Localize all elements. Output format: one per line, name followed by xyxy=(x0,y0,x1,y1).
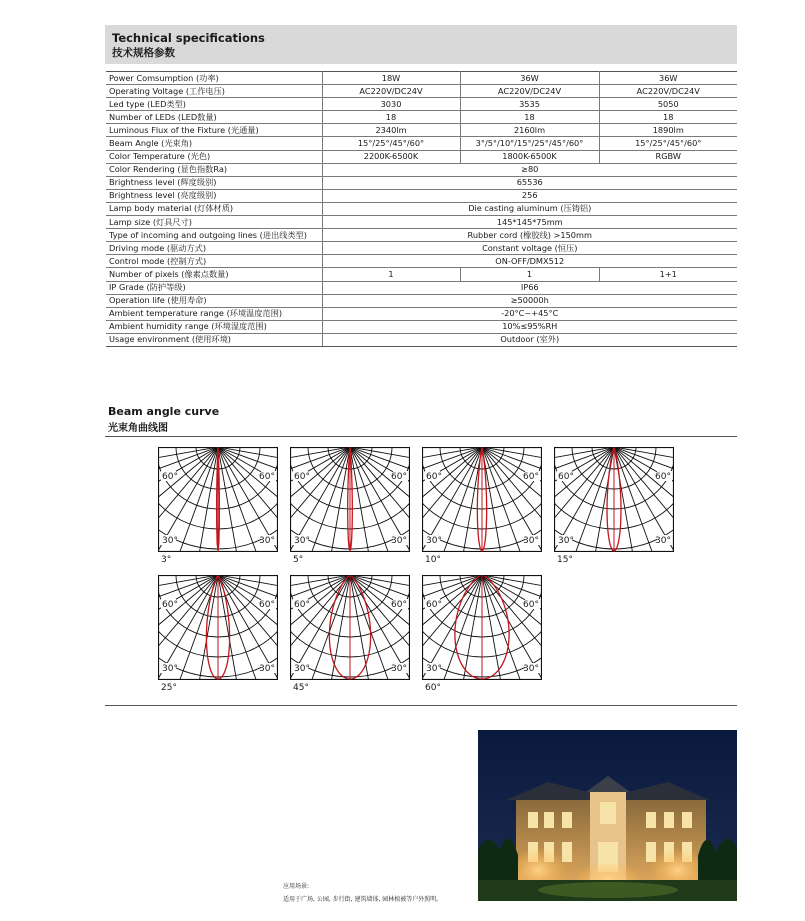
angle-label: 60° xyxy=(655,472,671,482)
spec-value: 1 xyxy=(322,268,460,281)
table-row xyxy=(106,333,737,346)
spec-value: 36W xyxy=(599,72,737,85)
spec-value: 145*145*75mm xyxy=(322,216,737,229)
spec-label: Lamp body material (灯体材质) xyxy=(106,202,322,215)
beam-angle-caption: 5° xyxy=(293,555,304,565)
beam-angle-caption: 60° xyxy=(425,683,441,693)
spec-label: Operation life (使用寿命) xyxy=(106,294,322,307)
section-divider xyxy=(105,436,737,437)
spec-value: ≥50000h xyxy=(322,294,737,307)
spec-value: 2200K-6500K xyxy=(322,150,460,163)
table-row xyxy=(106,307,737,320)
table-row xyxy=(106,216,737,229)
spec-label: Operating Voltage (工作电压) xyxy=(106,85,322,98)
beam-curve-chart xyxy=(554,447,674,565)
application-caption-line2: 适用于广场, 公园, 步行街, 建筑墙体, 园林植被等户外照明。 xyxy=(283,896,443,903)
spec-label: Lamp size (灯具尺寸) xyxy=(106,216,322,229)
polar-grid xyxy=(158,575,278,680)
angle-label: 30° xyxy=(294,664,310,674)
angle-label: 60° xyxy=(259,600,275,610)
spec-label: Ambient temperature range (环境温度范围) xyxy=(106,307,322,320)
polar-grid xyxy=(554,447,674,552)
spec-value: 1890lm xyxy=(599,124,737,137)
spec-value: 18 xyxy=(322,111,460,124)
spec-value: Rubber cord (橡胶线) >150mm xyxy=(322,229,737,242)
beam-angle-caption: 15° xyxy=(557,555,573,565)
spec-value: 1 xyxy=(460,268,599,281)
angle-label: 60° xyxy=(426,472,442,482)
table-row xyxy=(106,98,737,111)
spec-header-band xyxy=(105,25,737,64)
angle-label: 60° xyxy=(294,600,310,610)
angle-label: 60° xyxy=(294,472,310,482)
angle-label: 30° xyxy=(162,536,178,546)
spec-value: 3030 xyxy=(322,98,460,111)
table-row xyxy=(106,281,737,294)
angle-label: 30° xyxy=(523,536,539,546)
spec-value: 65536 xyxy=(322,176,737,189)
spec-value: 18W xyxy=(322,72,460,85)
spec-value: 1800K-6500K xyxy=(460,150,599,163)
angle-label: 30° xyxy=(391,536,407,546)
angle-label: 60° xyxy=(259,472,275,482)
table-row xyxy=(106,85,737,98)
angle-label: 60° xyxy=(523,472,539,482)
application-caption-line1: 应用场景: xyxy=(283,883,310,890)
table-row xyxy=(106,229,737,242)
spec-title-zh: 技术规格参数 xyxy=(112,47,175,59)
spec-label: Power Comsumption (功率) xyxy=(106,72,322,85)
spec-label: Number of LEDs (LED数量) xyxy=(106,111,322,124)
polar-grid xyxy=(422,575,542,680)
spec-value: Constant voltage (恒压) xyxy=(322,242,737,255)
spec-value: 5050 xyxy=(599,98,737,111)
angle-label: 30° xyxy=(523,664,539,674)
spec-value: 36W xyxy=(460,72,599,85)
beam-angle-caption: 45° xyxy=(293,683,309,693)
spec-value: -20°C~+45°C xyxy=(322,307,737,320)
angle-label: 30° xyxy=(294,536,310,546)
angle-label: 30° xyxy=(426,664,442,674)
angle-label: 60° xyxy=(391,472,407,482)
table-row xyxy=(106,72,737,85)
table-row xyxy=(106,137,737,150)
polar-grid xyxy=(290,447,410,552)
table-row xyxy=(106,176,737,189)
table-row xyxy=(106,124,737,137)
beam-curve-chart xyxy=(422,447,542,565)
spec-label: Driving mode (驱动方式) xyxy=(106,242,322,255)
spec-table xyxy=(106,71,737,347)
spec-label: Control mode (控制方式) xyxy=(106,255,322,268)
spec-value: AC220V/DC24V xyxy=(599,85,737,98)
spec-label: Color Rendering (显色指数Ra) xyxy=(106,163,322,176)
beam-title-en: Beam angle curve xyxy=(108,405,220,418)
angle-label: 30° xyxy=(259,536,275,546)
table-row xyxy=(106,268,737,281)
spec-title-en: Technical specifications xyxy=(112,31,265,45)
table-row xyxy=(106,242,737,255)
beam-curve-chart xyxy=(422,575,542,693)
table-row xyxy=(106,150,737,163)
spec-value: RGBW xyxy=(599,150,737,163)
section-divider xyxy=(105,705,737,706)
spec-label: Usage environment (使用环境) xyxy=(106,333,322,346)
spec-value: 256 xyxy=(322,189,737,202)
beam-angle-caption: 3° xyxy=(161,555,172,565)
spec-value: 2160lm xyxy=(460,124,599,137)
angle-label: 60° xyxy=(162,600,178,610)
spec-label: Color Temperature (光色) xyxy=(106,150,322,163)
spec-value: Die casting aluminum (压铸铝) xyxy=(322,202,737,215)
spec-label: Beam Angle (光束角) xyxy=(106,137,322,150)
spec-label: IP Grade (防护等级) xyxy=(106,281,322,294)
spec-value: 3°/5°/10°/15°/25°/45°/60° xyxy=(460,137,599,150)
table-row xyxy=(106,320,737,333)
angle-label: 30° xyxy=(391,664,407,674)
polar-grid xyxy=(158,447,278,552)
villa-night-lighting-photo xyxy=(478,730,737,901)
spec-value: 18 xyxy=(460,111,599,124)
table-row xyxy=(106,294,737,307)
spec-value: ≥80 xyxy=(322,163,737,176)
beam-section-title xyxy=(108,405,219,434)
beam-curve-chart xyxy=(158,447,278,565)
table-row xyxy=(106,189,737,202)
table-row xyxy=(106,202,737,215)
beam-title-zh: 光束角曲线图 xyxy=(108,423,168,434)
angle-label: 60° xyxy=(162,472,178,482)
polar-grid xyxy=(290,575,410,680)
spec-value: AC220V/DC24V xyxy=(460,85,599,98)
spec-value: Outdoor (室外) xyxy=(322,333,737,346)
angle-label: 60° xyxy=(426,600,442,610)
spec-value: 1+1 xyxy=(599,268,737,281)
table-row xyxy=(106,163,737,176)
angle-label: 30° xyxy=(558,536,574,546)
spec-value: AC220V/DC24V xyxy=(322,85,460,98)
spec-label: Type of incoming and outgoing lines (进出线类型) xyxy=(106,229,322,242)
table-row xyxy=(106,255,737,268)
spec-label: Ambient humidity range (环境湿度范围) xyxy=(106,320,322,333)
beam-curve-chart xyxy=(290,447,410,565)
spec-value: 18 xyxy=(599,111,737,124)
spec-label: Brightness level (亮度级别) xyxy=(106,189,322,202)
beam-angle-caption: 25° xyxy=(161,683,177,693)
spec-value: 15°/25°/45°/60° xyxy=(322,137,460,150)
spec-value: 10%≤95%RH xyxy=(322,320,737,333)
table-row xyxy=(106,111,737,124)
spec-label: Brightness level (辉度级别) xyxy=(106,176,322,189)
spec-value: 2340lm xyxy=(322,124,460,137)
beam-curve-chart xyxy=(290,575,410,693)
spec-value: 15°/25°/45°/60° xyxy=(599,137,737,150)
angle-label: 60° xyxy=(523,600,539,610)
spec-label: Luminous Flux of the Fixture (光通量) xyxy=(106,124,322,137)
polar-grid xyxy=(422,447,542,552)
application-caption xyxy=(283,880,442,906)
spec-label: Led type (LED类型) xyxy=(106,98,322,111)
angle-label: 30° xyxy=(162,664,178,674)
angle-label: 30° xyxy=(655,536,671,546)
angle-label: 60° xyxy=(391,600,407,610)
spec-value: IP66 xyxy=(322,281,737,294)
spec-value: ON-OFF/DMX512 xyxy=(322,255,737,268)
beam-curve-chart xyxy=(158,575,278,693)
angle-label: 60° xyxy=(558,472,574,482)
spec-value: 3535 xyxy=(460,98,599,111)
angle-label: 30° xyxy=(259,664,275,674)
angle-label: 30° xyxy=(426,536,442,546)
spec-label: Number of pixels (像素点数量) xyxy=(106,268,322,281)
beam-angle-caption: 10° xyxy=(425,555,441,565)
